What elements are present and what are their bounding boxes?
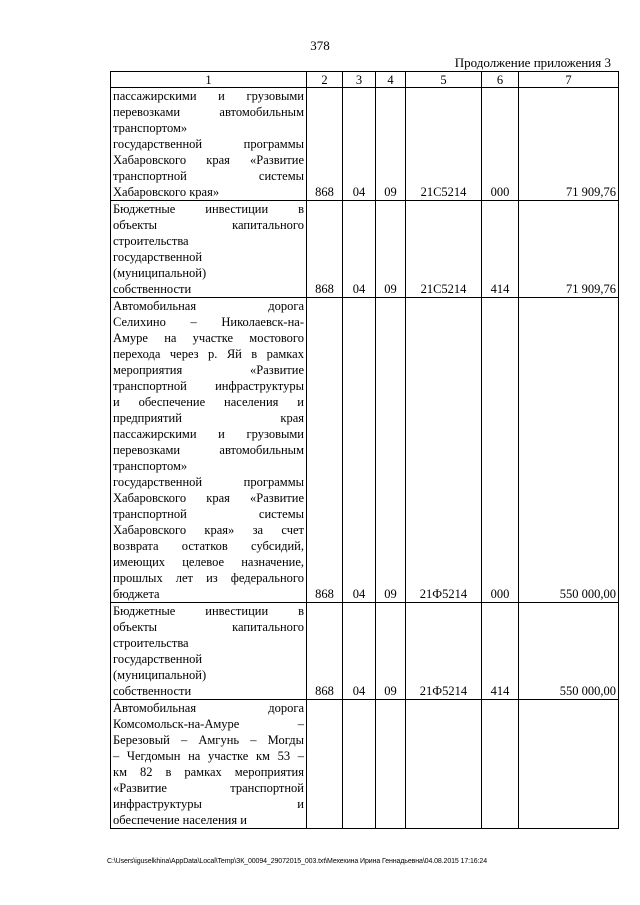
- header-col-4: 4: [376, 72, 406, 88]
- description-line: транспортной инфраструктуры: [113, 379, 304, 393]
- cell-expense-type: 000: [482, 88, 519, 201]
- description-line: строительства: [113, 234, 189, 248]
- description-line: мероприятия «Развитие: [113, 363, 304, 377]
- description-line: перевозками автомобильным: [113, 105, 304, 119]
- description-line: транспортной системы: [113, 169, 304, 183]
- table-row: [111, 298, 619, 603]
- footer-path: C:\Users\iguselkhina\AppData\Local\Temp\ЗК_00094_29072015_003.txt\Мехехина Ирина Геннадьевна\04.08.2015 17:16:24: [107, 858, 487, 865]
- description-line: (муниципальной): [113, 668, 207, 682]
- page-number: 378: [310, 38, 330, 53]
- description-line: пассажирскими и грузовыми: [113, 89, 304, 103]
- cell-expense-type: 414: [482, 603, 519, 700]
- cell-amount: 71 909,76: [519, 201, 619, 298]
- description-line: Селихино – Николаевск-на-: [113, 315, 304, 329]
- description-line: транспортом»: [113, 121, 188, 135]
- description-line: (муниципальной): [113, 266, 207, 280]
- description-line: Хабаровского края» за счет: [113, 523, 304, 537]
- description-line: обеспечение населения и: [113, 813, 247, 827]
- cell-ministry-code: 868: [307, 201, 343, 298]
- header-col-1: 1: [111, 72, 307, 88]
- cell-section: 04: [343, 603, 376, 700]
- description-line: Амуре на участке мостового: [113, 331, 304, 345]
- cell-subsection: 09: [376, 88, 406, 201]
- cell-subsection: 09: [376, 603, 406, 700]
- description-line: государственной: [113, 250, 203, 264]
- description-line: Хабаровского края»: [113, 185, 220, 199]
- description-line: государственной: [113, 652, 203, 666]
- description-line: собственности: [113, 684, 192, 698]
- description-line: имеющих целевое назначение,: [113, 555, 304, 569]
- description-line: объекты капитального: [113, 620, 304, 634]
- cell-ministry-code: 868: [307, 298, 343, 603]
- description-line: бюджета: [113, 587, 160, 601]
- description-line: Комсомольск-на-Амуре –: [113, 717, 304, 731]
- description-line: км 82 в рамках мероприятия: [113, 765, 304, 779]
- description-line: и обеспечение населения и: [113, 395, 304, 409]
- cell-ministry-code: [307, 700, 343, 829]
- description-line: прошлых лет из федерального: [113, 571, 304, 585]
- description-line: возврата остатков субсидий,: [113, 539, 304, 553]
- cell-expense-type: 414: [482, 201, 519, 298]
- description-line: строительства: [113, 636, 189, 650]
- description-line: – Чегдомын на участке км 53 –: [113, 749, 304, 763]
- description-line: Бюджетные инвестиции в: [113, 604, 304, 618]
- description-line: пассажирскими и грузовыми: [113, 427, 304, 441]
- description-line: Хабаровского края «Развитие: [113, 153, 304, 167]
- description-line: транспортной системы: [113, 507, 304, 521]
- cell-section: 04: [343, 201, 376, 298]
- row-description: [111, 603, 307, 700]
- description-line: перехода через р. Яй в рамках: [113, 347, 304, 361]
- cell-expense-type: [482, 700, 519, 829]
- row-description: [111, 700, 307, 829]
- description-line: собственности: [113, 282, 192, 296]
- cell-subsection: 09: [376, 201, 406, 298]
- cell-expense-type: 000: [482, 298, 519, 603]
- row-description: [111, 88, 307, 201]
- cell-section: 04: [343, 88, 376, 201]
- header-col-3: 3: [343, 72, 376, 88]
- cell-amount: 550 000,00: [519, 603, 619, 700]
- row-description: [111, 298, 307, 603]
- table-row: [111, 88, 619, 201]
- cell-target-article: 21Ф5214: [406, 298, 482, 603]
- cell-target-article: 21Ф5214: [406, 603, 482, 700]
- header-col-6: 6: [482, 72, 519, 88]
- cell-subsection: [376, 700, 406, 829]
- description-line: объекты капитального: [113, 218, 304, 232]
- header-col-7: 7: [519, 72, 619, 88]
- cell-target-article: [406, 700, 482, 829]
- table-row: [111, 201, 619, 298]
- description-line: государственной программы: [113, 475, 304, 489]
- cell-target-article: 21С5214: [406, 201, 482, 298]
- row-description: [111, 201, 307, 298]
- header-row: [111, 72, 619, 88]
- description-line: транспортом»: [113, 459, 188, 473]
- description-line: «Развитие транспортной: [113, 781, 304, 795]
- cell-ministry-code: 868: [307, 88, 343, 201]
- description-line: Березовый – Амгунь – Могды: [113, 733, 304, 747]
- cell-target-article: 21С5214: [406, 88, 482, 201]
- cell-ministry-code: 868: [307, 603, 343, 700]
- table-row: [111, 700, 619, 829]
- continuation-label: Продолжение приложения 3: [454, 55, 611, 70]
- cell-amount: [519, 700, 619, 829]
- description-line: перевозками автомобильным: [113, 443, 304, 457]
- description-line: Бюджетные инвестиции в: [113, 202, 304, 216]
- budget-table: [110, 71, 619, 829]
- description-line: государственной программы: [113, 137, 304, 151]
- cell-section: [343, 700, 376, 829]
- description-line: Хабаровского края «Развитие: [113, 491, 304, 505]
- description-line: инфраструктуры и: [113, 797, 304, 811]
- cell-section: 04: [343, 298, 376, 603]
- description-line: предприятий края: [113, 411, 304, 425]
- description-line: Автомобильная дорога: [113, 701, 304, 715]
- table-row: [111, 603, 619, 700]
- cell-amount: 550 000,00: [519, 298, 619, 603]
- description-line: Автомобильная дорога: [113, 299, 304, 313]
- header-col-2: 2: [307, 72, 343, 88]
- cell-amount: 71 909,76: [519, 88, 619, 201]
- cell-subsection: 09: [376, 298, 406, 603]
- header-col-5: 5: [406, 72, 482, 88]
